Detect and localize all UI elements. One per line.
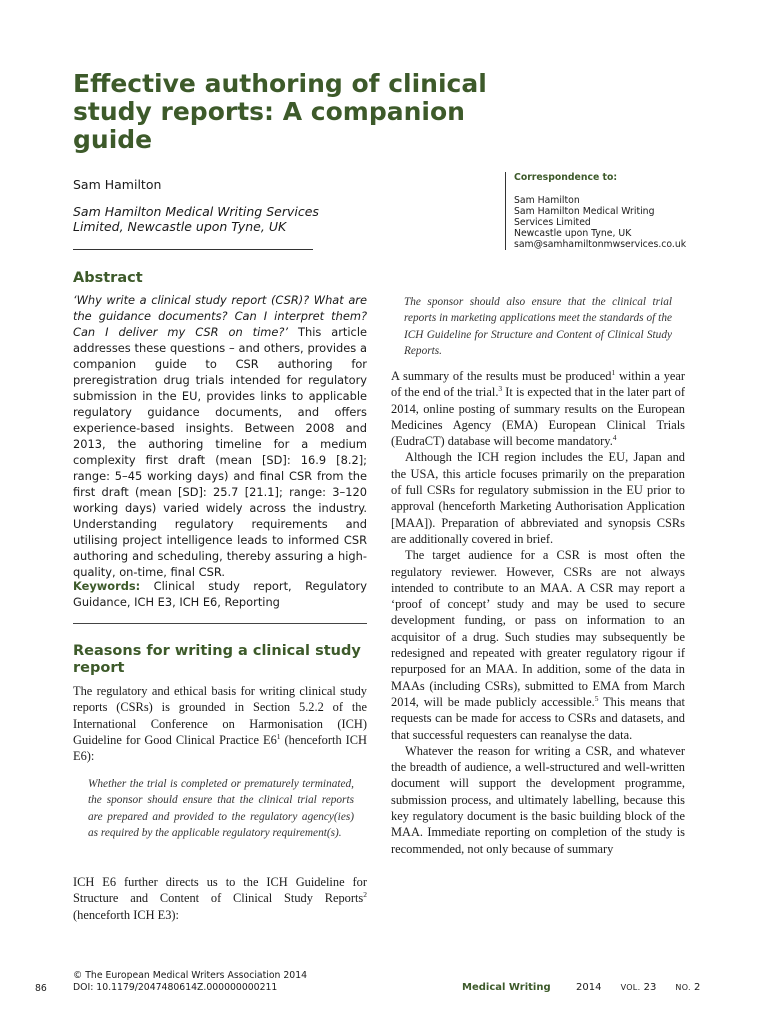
page-number: 86	[35, 983, 47, 994]
correspondence-org-line2: Services Limited	[514, 217, 591, 228]
paragraph-text: It is expected that in the later part of 2014, online posting of summary results on the European Medicines Agency (EMA) European Clinical Trials (EudraCT) database will become mandatory.	[391, 385, 685, 449]
paragraph-text: A summary of the results must be produced	[391, 369, 612, 383]
volume-number: 23	[643, 982, 657, 993]
citation-ref: 1	[611, 367, 616, 377]
journal-year: 2014	[576, 982, 602, 993]
correspondence-email[interactable]: sam@samhamiltonmwservices.co.uk	[514, 239, 687, 250]
citation-ref: 3	[498, 384, 503, 394]
abstract-body: This article addresses these questions – and others, provides a companion guide to CSR authoring for preregistration drug trials intended for regulatory submission in the EU, provides links to applicable regulatory guidance documents, and offers experience-based insights. Between 2008 and 2013, the authoring timeline for a medium complexity first draft (mean [SD]: 16.9 [8.2]; range: 5–45 working days) and final CSR from the first draft (mean [SD]: 25.7 [21.1]; range: 3–120 working days) varied widely across the industry. Understanding regulatory requirements and utilising project intelligence leads to informed CSR authoring and scheduling, thereby assuring a high-quality, on-time, final CSR.	[73, 325, 367, 579]
affiliation-divider	[73, 249, 313, 250]
author-name: Sam Hamilton	[73, 177, 162, 192]
col2-paragraph-3	[391, 547, 685, 743]
footer-info	[73, 970, 307, 993]
citation-ref: 1	[276, 731, 281, 741]
article-title: Effective authoring of clinical study reports: A companion guide	[73, 69, 487, 154]
journal-name: Medical Writing	[462, 982, 551, 993]
paragraph-text: (henceforth ICH E6):	[73, 732, 367, 764]
paragraph-text: The regulatory and ethical basis for writing clinical study reports (CSRs) is grounded in Section 5.2.2 of the International Conference on Harmonisation (ICH) Guideline for Good Clinical Practice E6	[73, 684, 367, 747]
author-affiliation: Sam Hamilton Medical Writing Services Limited, Newcastle upon Tyne, UK	[73, 204, 319, 234]
copyright: © The European Medical Writers Association 2014	[73, 970, 308, 981]
section-heading: Reasons for writing a clinical study report	[73, 643, 361, 676]
keywords-divider	[73, 623, 367, 624]
abstract-text	[73, 292, 367, 580]
volume-label: VOL.	[620, 983, 641, 992]
paragraph-text: This means that requests can be made for access to CSRs and datasets, and that successful requesters can reanalyse the data.	[391, 694, 685, 742]
issue-label: NO.	[675, 983, 691, 992]
keywords-list: Clinical study report, Regulatory Guidance, ICH E3, ICH E6, Reporting	[73, 579, 367, 609]
citation-ref: 2	[363, 890, 367, 900]
journal-info	[462, 982, 700, 993]
col2-paragraph-2: Although the ICH region includes the EU, Japan and the USA, this article focuses primarily on the preparation of full CSRs for regulatory submission in the EU prior to approval (henceforth Marketing Authorisation Application [MAA]). Preparation of abbreviated and synopsis CSRs are additionally covered in brief.	[391, 450, 685, 546]
correspondence-org-line1: Sam Hamilton Medical Writing	[514, 206, 655, 217]
col2-paragraph-1	[391, 368, 685, 449]
correspondence-box	[505, 172, 729, 250]
section-paragraph-2	[73, 874, 367, 923]
paragraph-text: The target audience for a CSR is most often the regulatory reviewer. However, CSRs are not always intended to contribute to an MAA. A CSR may report a ‘proof of concept’ study and may be used to secure development funding, or pass on information to an acquisitor of a drug. Such studies may subsequently be redesigned and repeated with greater regulatory rigour if repurposed for an MAA. In addition, some of the data in MAAs (including CSRs), submitted to EMA from March 2014, will be made publicly accessible.	[391, 548, 685, 709]
correspondence-city: Newcastle upon Tyne, UK	[514, 228, 632, 239]
paragraph-text: ICH E6 further directs us to the ICH Guideline for Structure and Content of Clinical Study Reports	[73, 875, 367, 906]
quote-ich-e3: The sponsor should also ensure that the clinical trial reports in marketing applications meet the standards of the ICH Guideline for Structure and Content of Clinical Study Reports.	[404, 296, 672, 357]
correspondence-name: Sam Hamilton	[514, 195, 580, 206]
col2-paragraph-4: Whatever the reason for writing a CSR, and whatever the breadth of audience, a well-structured and well-written document will support the development programme, submission process, and ultimately labelling, because this key regulatory document is the basic building block of the MAA. Immediate reporting on completion of the study is recommended, not only because of summary	[391, 743, 685, 856]
keywords-label: Keywords:	[73, 579, 141, 593]
section-paragraph-1	[73, 683, 367, 764]
issue-number: 2	[694, 982, 701, 993]
paragraph-text: within a year of the end of the trial.	[391, 369, 686, 400]
doi: DOI: 10.1179/2047480614Z.000000000211	[73, 981, 278, 993]
keywords	[73, 578, 367, 610]
right-column-body	[391, 368, 685, 857]
citation-ref: 5	[594, 693, 599, 703]
abstract-heading: Abstract	[73, 270, 143, 286]
correspondence-heading: Correspondence to:	[514, 172, 618, 183]
paragraph-text: (henceforth ICH E3):	[73, 907, 179, 922]
citation-ref: 4	[612, 433, 617, 443]
quote-ich-e6: Whether the trial is completed or prematurely terminated, the sponsor should ensure that the clinical trial reports are prepared and provided to the regulatory agency(ies) as required by the applicable regulatory requirement(s).	[88, 778, 354, 839]
abstract-question: ‘Why write a clinical study report (CSR)? What are the guidance documents? Can I interpret them? Can I deliver my CSR on time?’	[73, 293, 367, 339]
